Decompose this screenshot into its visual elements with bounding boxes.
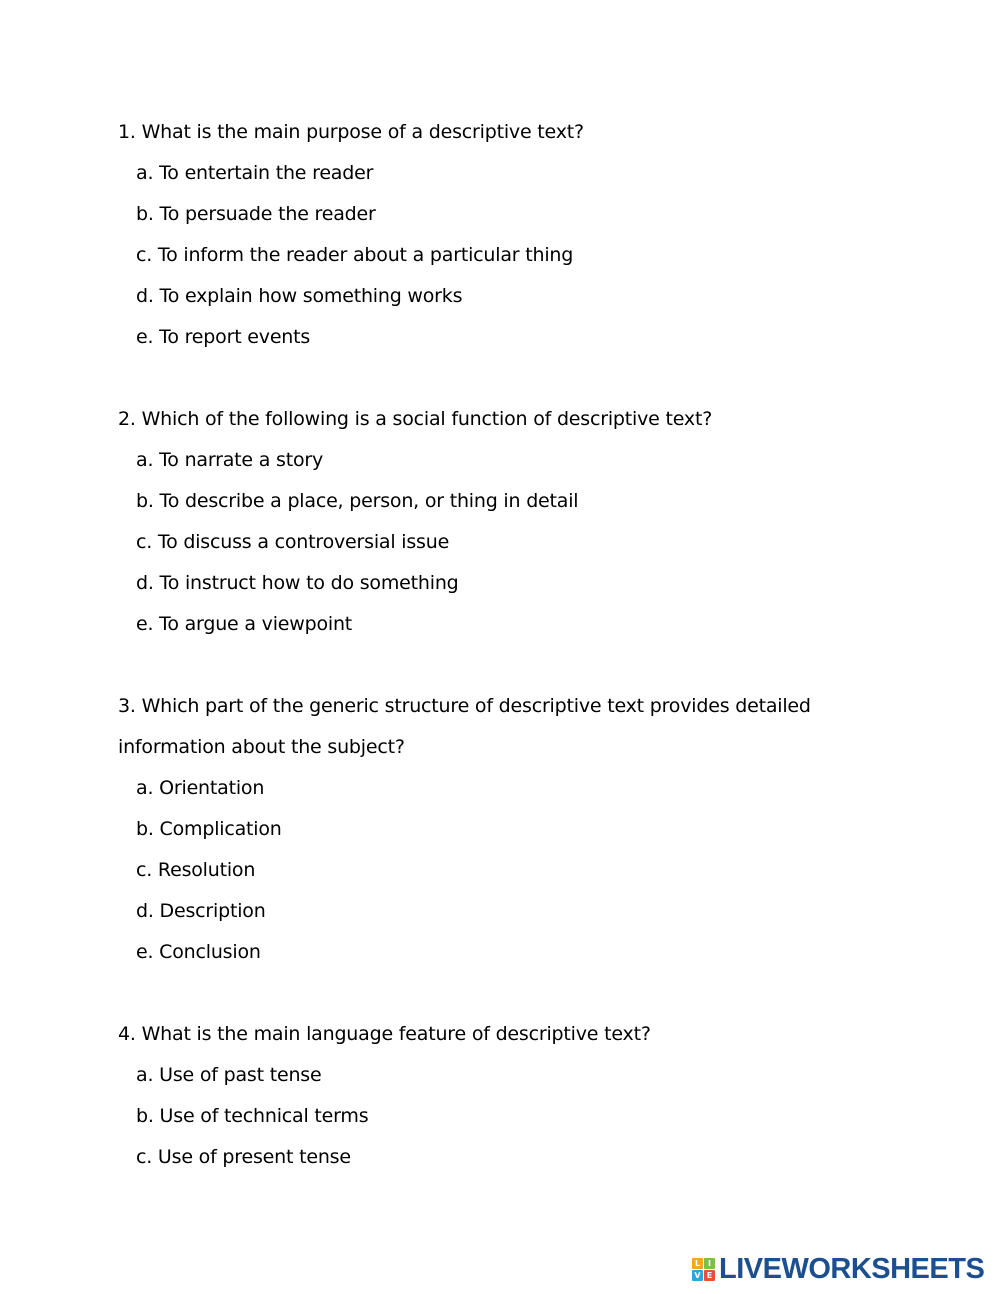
liveworksheets-logo-icon [692,1258,715,1281]
liveworksheets-brand [692,1254,984,1284]
question-3-option-d: d. Description [136,900,266,922]
question-1-option-e: e. To report events [136,326,311,348]
question-1-option-a: a. To entertain the reader [136,162,374,184]
question-3-option-a: a. Orientation [136,777,265,799]
logo-letter-e: E [704,1270,715,1281]
logo-letter-l: L [692,1258,703,1269]
logo-letter-v: V [692,1270,703,1281]
question-4-option-a: a. Use of past tense [136,1064,322,1086]
question-2-option-e: e. To argue a viewpoint [136,613,353,635]
question-2-option-a: a. To narrate a story [136,449,324,471]
question-2-option-b: b. To describe a place, person, or thing in detail [136,490,579,512]
logo-letter-i: I [704,1258,715,1269]
liveworksheets-wordmark: LIVEWORKSHEETS [719,1253,985,1285]
question-4-option-b: b. Use of technical terms [136,1105,369,1127]
question-3-text: 3. Which part of the generic structure of descriptive text provides detailed [118,695,811,717]
question-2-option-c: c. To discuss a controversial issue [136,531,450,553]
question-2-text: 2. Which of the following is a social function of descriptive text? [118,408,713,430]
question-3-option-c: c. Resolution [136,859,256,881]
question-3-text-continued: information about the subject? [118,736,405,758]
question-2-option-d: d. To instruct how to do something [136,572,459,594]
question-3-option-b: b. Complication [136,818,282,840]
question-4-option-c: c. Use of present tense [136,1146,351,1168]
question-1-option-d: d. To explain how something works [136,285,463,307]
question-4-text: 4. What is the main language feature of descriptive text? [118,1023,651,1045]
question-1-text: 1. What is the main purpose of a descriptive text? [118,121,584,143]
question-1-option-c: c. To inform the reader about a particular thing [136,244,574,266]
question-3-option-e: e. Conclusion [136,941,261,963]
question-1-option-b: b. To persuade the reader [136,203,376,225]
